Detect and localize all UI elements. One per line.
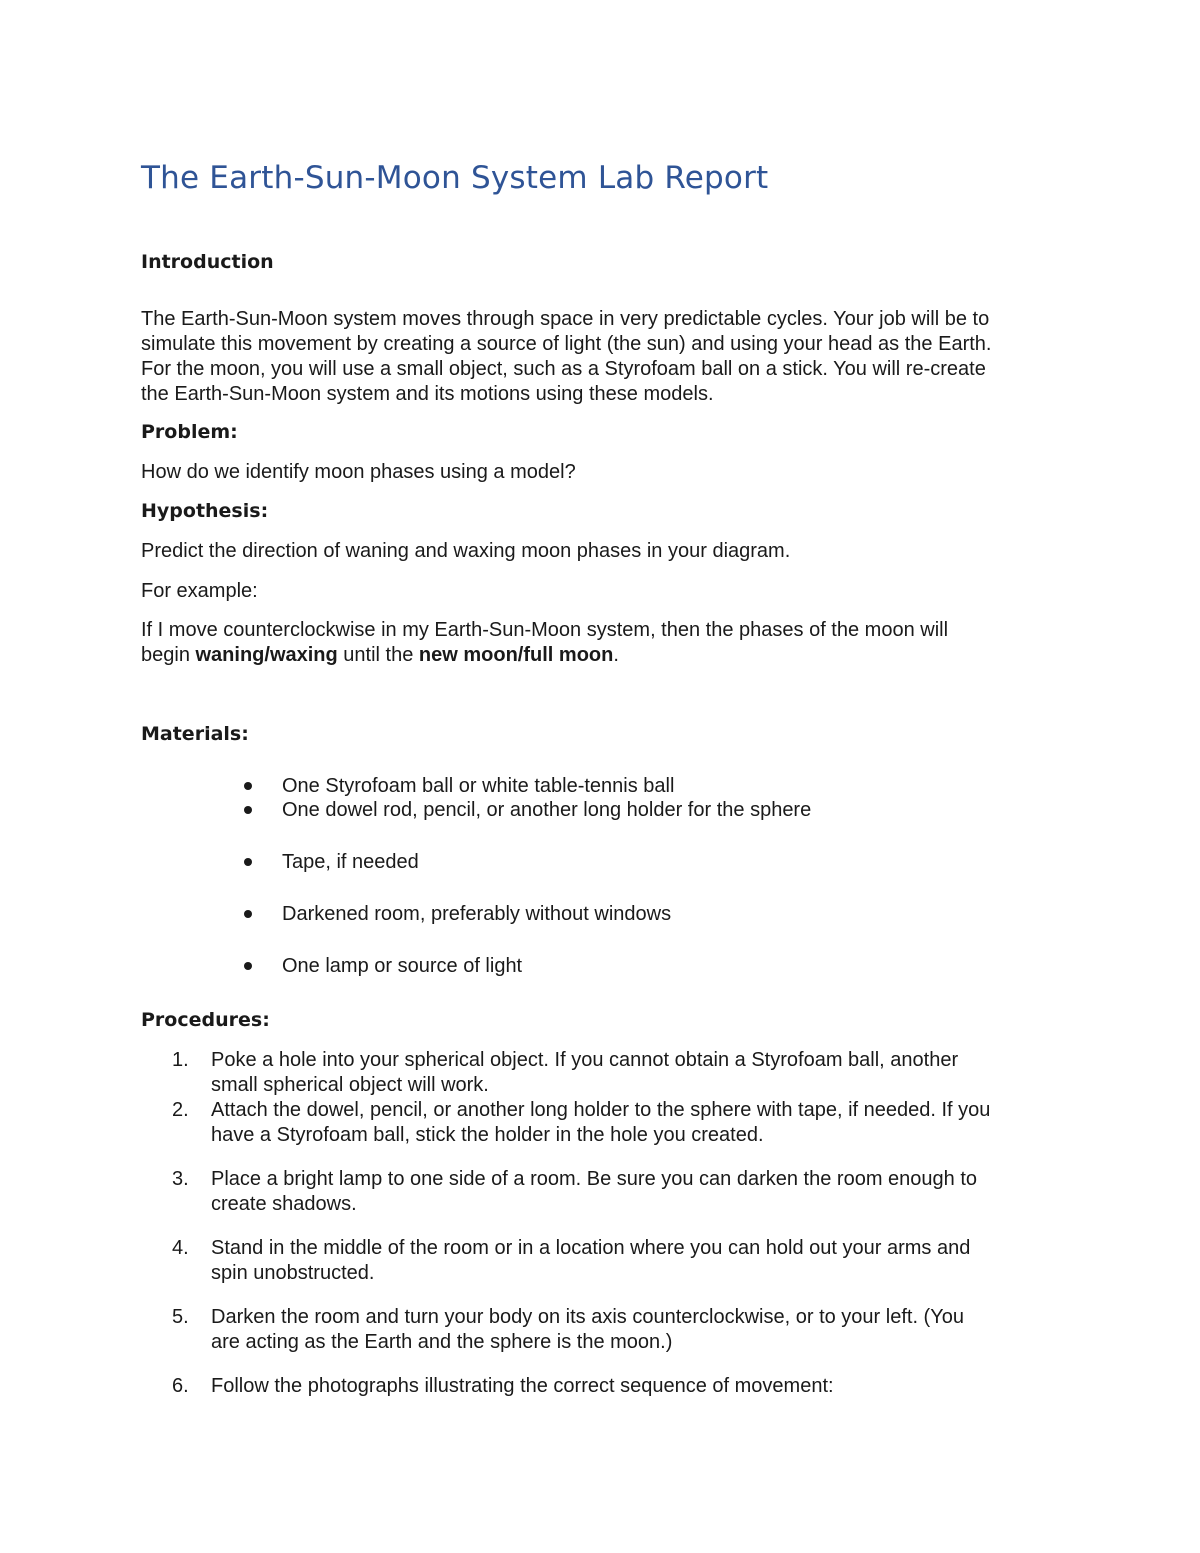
step-text [211,1098,1061,1148]
step-line: Place a bright lamp to one side of a room. Be sure you can darken the room enough to [211,1168,978,1190]
bullet-icon [244,962,252,970]
example-end: . [613,644,619,666]
example-begin: begin [141,644,196,666]
list-item [244,774,1044,799]
step-number: 6. [172,1375,189,1397]
waning-waxing-emphasis: waning/waxing [195,644,338,666]
step-text [211,1374,1061,1399]
step-line: have a Styrofoam ball, stick the holder in the hole you created. [211,1124,764,1146]
hypothesis-heading: Hypothesis: [141,500,269,522]
material-text: One lamp or source of light [282,955,523,977]
introduction-line: the Earth-Sun-Moon system and its motions using these models. [141,383,714,405]
step-line: Follow the photographs illustrating the correct sequence of movement: [211,1375,834,1397]
list-item [244,902,1044,927]
materials-heading: Materials: [141,723,249,745]
example-line [141,643,1071,668]
material-text: Darkened room, preferably without windows [282,903,672,925]
material-text: One dowel rod, pencil, or another long holder for the sphere [282,799,812,821]
step-text [211,1167,1061,1217]
step-number: 2. [172,1099,189,1121]
step-line: are acting as the Earth and the sphere is the moon.) [211,1331,673,1353]
step-number: 3. [172,1168,189,1190]
step-number: 5. [172,1306,189,1328]
step-line: Stand in the middle of the room or in a location where you can hold out your arms and [211,1237,971,1259]
step-line: Poke a hole into your spherical object. If you cannot obtain a Styrofoam ball, another [211,1049,959,1071]
bullet-icon [244,782,252,790]
step-text [211,1048,1061,1098]
introduction-line: For the moon, you will use a small object, such as a Styrofoam ball on a stick. You will re-create [141,358,986,380]
step-number: 4. [172,1237,189,1259]
step-line: Darken the room and turn your body on its axis counterclockwise, or to your left. (You [211,1306,964,1328]
step-text [211,1236,1061,1286]
list-item [244,850,1044,875]
document-title: The Earth-Sun-Moon System Lab Report [141,160,769,196]
list-item [244,954,1044,979]
example-until: until the [337,644,419,666]
problem-text: How do we identify moon phases using a model? [141,461,576,483]
step-line: small spherical object will work. [211,1074,489,1096]
step-number: 1. [172,1049,189,1071]
step-line: create shadows. [211,1193,357,1215]
step-text [211,1305,1061,1355]
hypothesis-example [141,618,1071,668]
material-text: Tape, if needed [282,851,419,873]
introduction-line: simulate this movement by creating a source of light (the sun) and using your head as the Earth. [141,333,992,355]
step-line: Attach the dowel, pencil, or another long holder to the sphere with tape, if needed. If you [211,1099,991,1121]
introduction-heading: Introduction [141,251,274,273]
problem-heading: Problem: [141,421,238,443]
new-full-moon-emphasis: new moon/full moon [418,644,614,666]
example-line: If I move counterclockwise in my Earth-Sun-Moon system, then the phases of the moon will [141,619,949,641]
list-item [244,798,1044,823]
introduction-line: The Earth-Sun-Moon system moves through space in very predictable cycles. Your job will be to [141,308,990,330]
bullet-icon [244,806,252,814]
bullet-icon [244,858,252,866]
example-label: For example: [141,580,258,602]
material-text: One Styrofoam ball or white table-tennis ball [282,775,675,797]
step-line: spin unobstructed. [211,1262,375,1284]
introduction-paragraph [141,307,1071,407]
bullet-icon [244,910,252,918]
hypothesis-text: Predict the direction of waning and waxing moon phases in your diagram. [141,540,791,562]
procedures-heading: Procedures: [141,1009,270,1031]
